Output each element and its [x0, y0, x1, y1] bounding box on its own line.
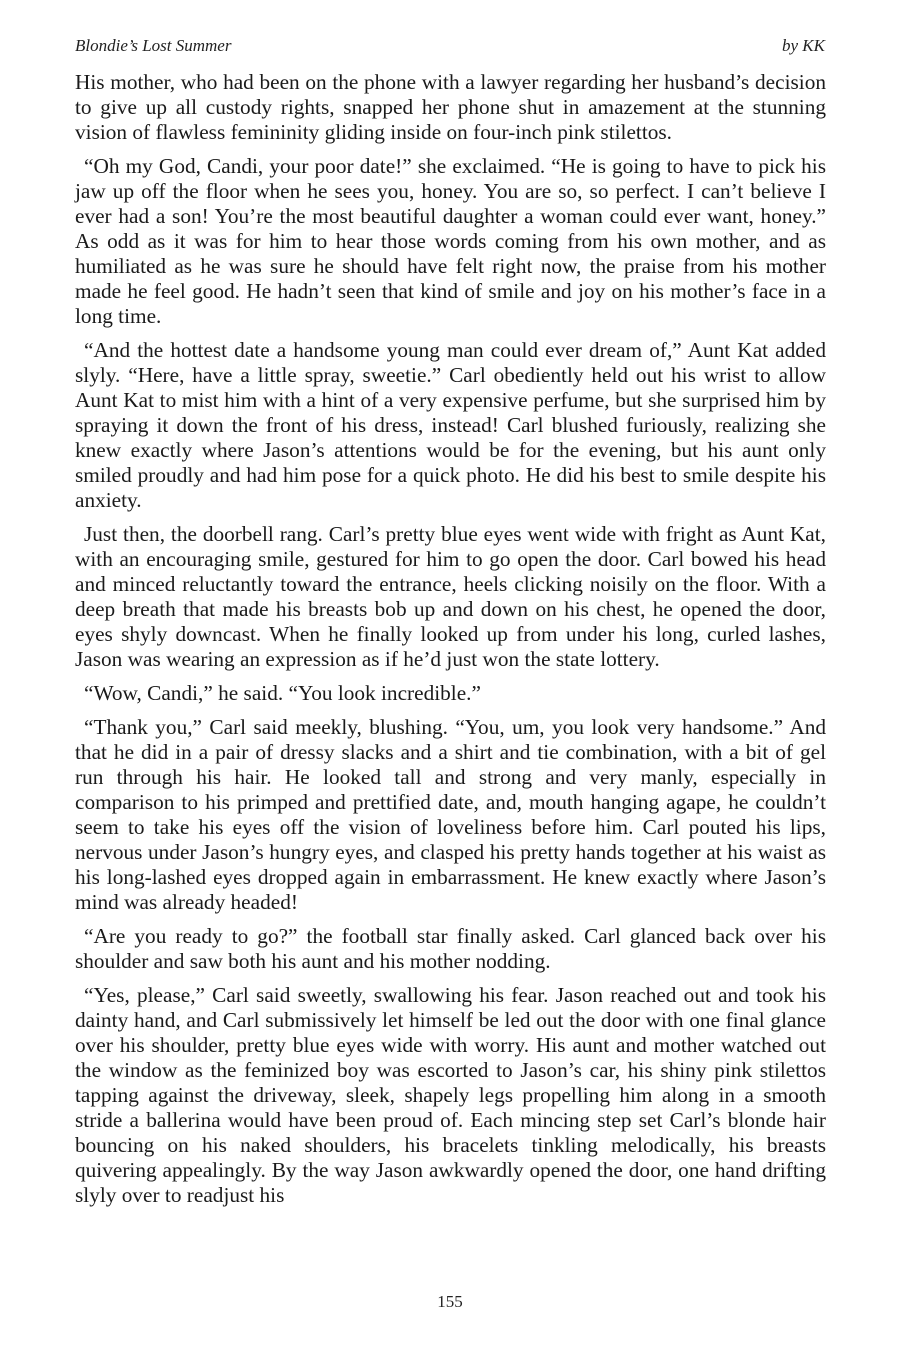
paragraph: His mother, who had been on the phone with a lawyer regarding her husband’s decision to give up all custody rights, snapped her phone shut in amazement at the stunning vision of flawless femininity gliding inside on four-inch pink stilettos. [75, 70, 826, 144]
page-number: 155 [437, 1292, 463, 1311]
book-title: Blondie’s Lost Summer [75, 36, 232, 55]
body-text [75, 70, 826, 1217]
author-byline: by KK [782, 36, 825, 55]
paragraph: “And the hottest date a handsome young man could ever dream of,” Aunt Kat added slyly. “Here, have a little spray, sweetie.” Carl obediently held out his wrist to allow Aunt Kat to mist him with a hint of a very expensive perfume, but she surprised him by spraying it down the front of his dress, instead! Carl blushed furiously, realizing she knew exactly where Jason’s attentions would be for the evening, but his aunt only smiled proudly and had him pose for a quick photo. He did his best to smile despite his anxiety. [75, 338, 826, 512]
paragraph: “Are you ready to go?” the football star finally asked. Carl glanced back over his shoulder and saw both his aunt and his mother nodding. [75, 924, 826, 973]
paragraph: “Thank you,” Carl said meekly, blushing. “You, um, you look very handsome.” And that he did in a pair of dressy slacks and a shirt and tie combination, with a bit of gel run through his hair. He looked tall and strong and very manly, especially in comparison to his primped and prettified date, and, mouth hanging agape, he couldn’t seem to take his eyes off the vision of loveliness before him. Carl pouted his lips, nervous under Jason’s hungry eyes, and clasped his pretty hands together at his waist as his long-lashed eyes dropped again in embarrassment. He knew exactly where Jason’s mind was already headed! [75, 715, 826, 914]
paragraph: “Oh my God, Candi, your poor date!” she exclaimed. “He is going to have to pick his jaw up off the floor when he sees you, honey. You are so, so perfect. I can’t believe I ever had a son! You’re the most beautiful daughter a woman could ever want, honey.” As odd as it was for him to hear those words coming from his own mother, and as humiliated as he was sure he should have felt right now, the praise from his mother made he feel good. He hadn’t seen that kind of smile and joy on his mother’s face in a long time. [75, 154, 826, 328]
paragraph: “Wow, Candi,” he said. “You look incredible.” [84, 681, 481, 705]
paragraph: Just then, the doorbell rang. Carl’s pretty blue eyes went wide with fright as Aunt Kat, with an encouraging smile, gestured for him to go open the door. Carl bowed his head and minced reluctantly toward the entrance, heels clicking noisily on the floor. With a deep breath that made his breasts bob up and down on his chest, he opened the door, eyes shyly downcast. When he finally looked up from under his long, curled lashes, Jason was wearing an expression as if he’d just won the state lottery. [75, 522, 826, 671]
paragraph: “Yes, please,” Carl said sweetly, swallowing his fear. Jason reached out and took his dainty hand, and Carl submissively let himself be led out the door with one final glance over his shoulder, pretty blue eyes wide with worry. His aunt and mother watched out the window as the feminized boy was escorted to Jason’s car, his shiny pink stilettos tapping against the driveway, sleek, shapely legs propelling him along in a smooth stride a ballerina would have been proud of. Each mincing step set Carl’s blonde hair bouncing on his naked shoulders, his bracelets tinkling melodically, his breasts quivering appealingly. By the way Jason awkwardly opened the door, one hand drifting slyly over to readjust his [75, 983, 826, 1207]
